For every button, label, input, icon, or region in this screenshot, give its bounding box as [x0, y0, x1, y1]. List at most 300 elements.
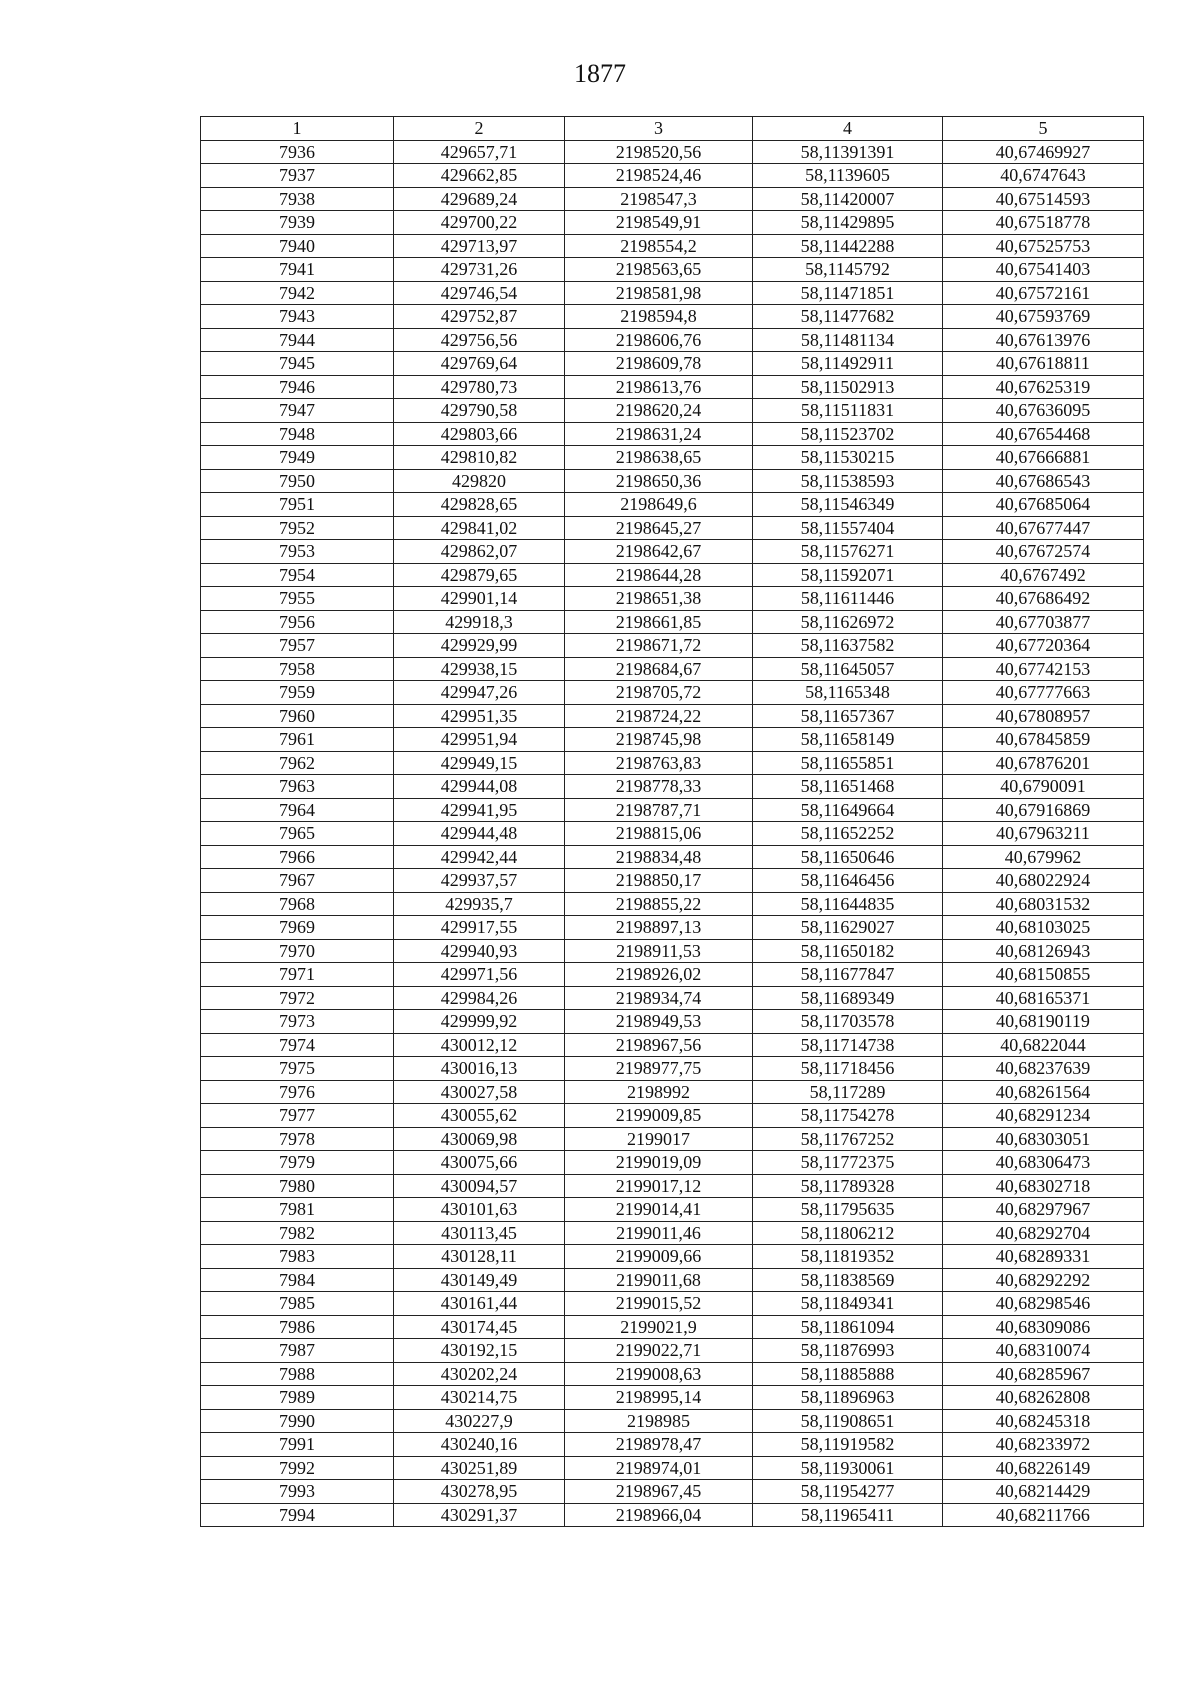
table-row [201, 1503, 1144, 1527]
point-number-cell: 7971 [201, 963, 394, 987]
y-coordinate-cell: 2199022,71 [565, 1339, 753, 1363]
x-coordinate-cell: 429971,56 [394, 963, 565, 987]
longitude-cell: 40,67593769 [943, 305, 1144, 329]
y-coordinate-cell: 2198549,91 [565, 211, 753, 235]
x-coordinate-cell: 430016,13 [394, 1057, 565, 1081]
point-number-cell: 7983 [201, 1245, 394, 1269]
latitude-cell: 58,11849341 [753, 1292, 943, 1316]
point-number-cell: 7991 [201, 1433, 394, 1457]
table-row [201, 1151, 1144, 1175]
point-number-cell: 7968 [201, 892, 394, 916]
table-row [201, 869, 1144, 893]
point-number-cell: 7960 [201, 704, 394, 728]
table-row [201, 1080, 1144, 1104]
point-number-cell: 7994 [201, 1503, 394, 1527]
table-row [201, 1315, 1144, 1339]
y-coordinate-cell: 2198978,47 [565, 1433, 753, 1457]
latitude-cell: 58,11429895 [753, 211, 943, 235]
y-coordinate-cell: 2198581,98 [565, 281, 753, 305]
point-number-cell: 7972 [201, 986, 394, 1010]
y-coordinate-cell: 2198563,65 [565, 258, 753, 282]
longitude-cell: 40,67618811 [943, 352, 1144, 376]
y-coordinate-cell: 2198966,04 [565, 1503, 753, 1527]
latitude-cell: 58,11481134 [753, 328, 943, 352]
point-number-cell: 7962 [201, 751, 394, 775]
y-coordinate-cell: 2198855,22 [565, 892, 753, 916]
table-row [201, 1033, 1144, 1057]
x-coordinate-cell: 429700,22 [394, 211, 565, 235]
table-row [201, 892, 1144, 916]
table-row [201, 681, 1144, 705]
x-coordinate-cell: 429731,26 [394, 258, 565, 282]
longitude-cell: 40,68302718 [943, 1174, 1144, 1198]
x-coordinate-cell: 429917,55 [394, 916, 565, 940]
table-row [201, 563, 1144, 587]
latitude-cell: 58,11714738 [753, 1033, 943, 1057]
latitude-cell: 58,11789328 [753, 1174, 943, 1198]
longitude-cell: 40,68022924 [943, 869, 1144, 893]
table-row [201, 775, 1144, 799]
x-coordinate-cell: 429828,65 [394, 493, 565, 517]
table-row [201, 258, 1144, 282]
point-number-cell: 7938 [201, 187, 394, 211]
x-coordinate-cell: 430174,45 [394, 1315, 565, 1339]
table-row [201, 211, 1144, 235]
latitude-cell: 58,11442288 [753, 234, 943, 258]
longitude-cell: 40,67916869 [943, 798, 1144, 822]
y-coordinate-cell: 2199009,85 [565, 1104, 753, 1128]
longitude-cell: 40,67613976 [943, 328, 1144, 352]
column-header-5: 5 [943, 117, 1144, 141]
table-row [201, 634, 1144, 658]
table-row [201, 657, 1144, 681]
y-coordinate-cell: 2199017,12 [565, 1174, 753, 1198]
table-row [201, 399, 1144, 423]
latitude-cell: 58,11689349 [753, 986, 943, 1010]
x-coordinate-cell: 430161,44 [394, 1292, 565, 1316]
y-coordinate-cell: 2198661,85 [565, 610, 753, 634]
y-coordinate-cell: 2198787,71 [565, 798, 753, 822]
latitude-cell: 58,11492911 [753, 352, 943, 376]
x-coordinate-cell: 430240,16 [394, 1433, 565, 1457]
longitude-cell: 40,67672574 [943, 540, 1144, 564]
x-coordinate-cell: 429999,92 [394, 1010, 565, 1034]
x-coordinate-cell: 429940,93 [394, 939, 565, 963]
y-coordinate-cell: 2198926,02 [565, 963, 753, 987]
longitude-cell: 40,6822044 [943, 1033, 1144, 1057]
table-row [201, 751, 1144, 775]
point-number-cell: 7984 [201, 1268, 394, 1292]
y-coordinate-cell: 2198850,17 [565, 869, 753, 893]
table-row [201, 610, 1144, 634]
table-row [201, 516, 1144, 540]
latitude-cell: 58,1145792 [753, 258, 943, 282]
longitude-cell: 40,679962 [943, 845, 1144, 869]
point-number-cell: 7979 [201, 1151, 394, 1175]
longitude-cell: 40,67686543 [943, 469, 1144, 493]
latitude-cell: 58,11546349 [753, 493, 943, 517]
longitude-cell: 40,67876201 [943, 751, 1144, 775]
y-coordinate-cell: 2198897,13 [565, 916, 753, 940]
latitude-cell: 58,11954277 [753, 1480, 943, 1504]
latitude-cell: 58,11965411 [753, 1503, 943, 1527]
y-coordinate-cell: 2198650,36 [565, 469, 753, 493]
table-row [201, 446, 1144, 470]
point-number-cell: 7959 [201, 681, 394, 705]
x-coordinate-cell: 430227,9 [394, 1409, 565, 1433]
point-number-cell: 7963 [201, 775, 394, 799]
table-row [201, 469, 1144, 493]
latitude-cell: 58,11896963 [753, 1386, 943, 1410]
x-coordinate-cell: 429780,73 [394, 375, 565, 399]
longitude-cell: 40,68190119 [943, 1010, 1144, 1034]
point-number-cell: 7990 [201, 1409, 394, 1433]
x-coordinate-cell: 429862,07 [394, 540, 565, 564]
table-body [201, 140, 1144, 1527]
x-coordinate-cell: 430202,24 [394, 1362, 565, 1386]
table-row [201, 939, 1144, 963]
x-coordinate-cell: 429984,26 [394, 986, 565, 1010]
x-coordinate-cell: 429752,87 [394, 305, 565, 329]
point-number-cell: 7943 [201, 305, 394, 329]
longitude-cell: 40,68226149 [943, 1456, 1144, 1480]
latitude-cell: 58,11391391 [753, 140, 943, 164]
x-coordinate-cell: 430012,12 [394, 1033, 565, 1057]
y-coordinate-cell: 2198547,3 [565, 187, 753, 211]
y-coordinate-cell: 2199019,09 [565, 1151, 753, 1175]
longitude-cell: 40,68103025 [943, 916, 1144, 940]
x-coordinate-cell: 430214,75 [394, 1386, 565, 1410]
latitude-cell: 58,11511831 [753, 399, 943, 423]
y-coordinate-cell: 2198671,72 [565, 634, 753, 658]
latitude-cell: 58,11876993 [753, 1339, 943, 1363]
y-coordinate-cell: 2198594,8 [565, 305, 753, 329]
longitude-cell: 40,67720364 [943, 634, 1144, 658]
longitude-cell: 40,67625319 [943, 375, 1144, 399]
x-coordinate-cell: 430055,62 [394, 1104, 565, 1128]
point-number-cell: 7966 [201, 845, 394, 869]
y-coordinate-cell: 2199015,52 [565, 1292, 753, 1316]
table-row [201, 1104, 1144, 1128]
latitude-cell: 58,11657367 [753, 704, 943, 728]
table-row [201, 1245, 1144, 1269]
y-coordinate-cell: 2198967,56 [565, 1033, 753, 1057]
longitude-cell: 40,67845859 [943, 728, 1144, 752]
latitude-cell: 58,11718456 [753, 1057, 943, 1081]
longitude-cell: 40,67514593 [943, 187, 1144, 211]
longitude-cell: 40,6790091 [943, 775, 1144, 799]
longitude-cell: 40,67686492 [943, 587, 1144, 611]
table-row [201, 1221, 1144, 1245]
point-number-cell: 7961 [201, 728, 394, 752]
table-row [201, 422, 1144, 446]
table-row [201, 305, 1144, 329]
x-coordinate-cell: 429951,94 [394, 728, 565, 752]
point-number-cell: 7985 [201, 1292, 394, 1316]
latitude-cell: 58,11644835 [753, 892, 943, 916]
point-number-cell: 7940 [201, 234, 394, 258]
y-coordinate-cell: 2198631,24 [565, 422, 753, 446]
x-coordinate-cell: 429689,24 [394, 187, 565, 211]
latitude-cell: 58,11677847 [753, 963, 943, 987]
x-coordinate-cell: 430149,49 [394, 1268, 565, 1292]
longitude-cell: 40,67963211 [943, 822, 1144, 846]
latitude-cell: 58,11530215 [753, 446, 943, 470]
column-header-3: 3 [565, 117, 753, 141]
latitude-cell: 58,11477682 [753, 305, 943, 329]
latitude-cell: 58,11637582 [753, 634, 943, 658]
y-coordinate-cell: 2198524,46 [565, 164, 753, 188]
y-coordinate-cell: 2198651,38 [565, 587, 753, 611]
x-coordinate-cell: 429810,82 [394, 446, 565, 470]
point-number-cell: 7986 [201, 1315, 394, 1339]
latitude-cell: 58,1165348 [753, 681, 943, 705]
latitude-cell: 58,11908651 [753, 1409, 943, 1433]
point-number-cell: 7954 [201, 563, 394, 587]
table-row [201, 822, 1144, 846]
table-row [201, 1010, 1144, 1034]
y-coordinate-cell: 2198642,67 [565, 540, 753, 564]
table-row [201, 986, 1144, 1010]
table-row [201, 963, 1144, 987]
longitude-cell: 40,67703877 [943, 610, 1144, 634]
x-coordinate-cell: 430192,15 [394, 1339, 565, 1363]
y-coordinate-cell: 2198609,78 [565, 352, 753, 376]
point-number-cell: 7973 [201, 1010, 394, 1034]
point-number-cell: 7982 [201, 1221, 394, 1245]
x-coordinate-cell: 430101,63 [394, 1198, 565, 1222]
longitude-cell: 40,68245318 [943, 1409, 1144, 1433]
table-row [201, 1409, 1144, 1433]
table-row [201, 1480, 1144, 1504]
x-coordinate-cell: 430027,58 [394, 1080, 565, 1104]
table-row [201, 375, 1144, 399]
longitude-cell: 40,68303051 [943, 1127, 1144, 1151]
y-coordinate-cell: 2198745,98 [565, 728, 753, 752]
table-row [201, 1456, 1144, 1480]
y-coordinate-cell: 2198974,01 [565, 1456, 753, 1480]
latitude-cell: 58,11767252 [753, 1127, 943, 1151]
latitude-cell: 58,11930061 [753, 1456, 943, 1480]
point-number-cell: 7981 [201, 1198, 394, 1222]
y-coordinate-cell: 2198554,2 [565, 234, 753, 258]
table-header [201, 117, 1144, 141]
x-coordinate-cell: 429937,57 [394, 869, 565, 893]
point-number-cell: 7976 [201, 1080, 394, 1104]
longitude-cell: 40,67808957 [943, 704, 1144, 728]
latitude-cell: 58,11795635 [753, 1198, 943, 1222]
longitude-cell: 40,67777663 [943, 681, 1144, 705]
point-number-cell: 7937 [201, 164, 394, 188]
point-number-cell: 7988 [201, 1362, 394, 1386]
point-number-cell: 7953 [201, 540, 394, 564]
y-coordinate-cell: 2198834,48 [565, 845, 753, 869]
latitude-cell: 58,11538593 [753, 469, 943, 493]
point-number-cell: 7941 [201, 258, 394, 282]
table-row [201, 187, 1144, 211]
y-coordinate-cell: 2198934,74 [565, 986, 753, 1010]
table-row [201, 1386, 1144, 1410]
x-coordinate-cell: 430291,37 [394, 1503, 565, 1527]
header-row [201, 117, 1144, 141]
column-header-4: 4 [753, 117, 943, 141]
latitude-cell: 58,117289 [753, 1080, 943, 1104]
table-row [201, 1292, 1144, 1316]
point-number-cell: 7970 [201, 939, 394, 963]
table-row [201, 704, 1144, 728]
longitude-cell: 40,68126943 [943, 939, 1144, 963]
y-coordinate-cell: 2198606,76 [565, 328, 753, 352]
table-row [201, 1339, 1144, 1363]
table-row [201, 1174, 1144, 1198]
y-coordinate-cell: 2198967,45 [565, 1480, 753, 1504]
x-coordinate-cell: 429790,58 [394, 399, 565, 423]
y-coordinate-cell: 2199021,9 [565, 1315, 753, 1339]
latitude-cell: 58,11502913 [753, 375, 943, 399]
y-coordinate-cell: 2199011,46 [565, 1221, 753, 1245]
point-number-cell: 7945 [201, 352, 394, 376]
y-coordinate-cell: 2198620,24 [565, 399, 753, 423]
latitude-cell: 58,11655851 [753, 751, 943, 775]
point-number-cell: 7958 [201, 657, 394, 681]
column-header-1: 1 [201, 117, 394, 141]
x-coordinate-cell: 429803,66 [394, 422, 565, 446]
x-coordinate-cell: 429944,48 [394, 822, 565, 846]
y-coordinate-cell: 2198995,14 [565, 1386, 753, 1410]
longitude-cell: 40,68292704 [943, 1221, 1144, 1245]
x-coordinate-cell: 429657,71 [394, 140, 565, 164]
point-number-cell: 7939 [201, 211, 394, 235]
table-row [201, 164, 1144, 188]
y-coordinate-cell: 2199008,63 [565, 1362, 753, 1386]
table-row [201, 1362, 1144, 1386]
x-coordinate-cell: 429756,56 [394, 328, 565, 352]
y-coordinate-cell: 2199014,41 [565, 1198, 753, 1222]
latitude-cell: 58,11772375 [753, 1151, 943, 1175]
latitude-cell: 58,11649664 [753, 798, 943, 822]
x-coordinate-cell: 429938,15 [394, 657, 565, 681]
y-coordinate-cell: 2198778,33 [565, 775, 753, 799]
y-coordinate-cell: 2198520,56 [565, 140, 753, 164]
longitude-cell: 40,68292292 [943, 1268, 1144, 1292]
latitude-cell: 58,11819352 [753, 1245, 943, 1269]
longitude-cell: 40,68298546 [943, 1292, 1144, 1316]
y-coordinate-cell: 2198992 [565, 1080, 753, 1104]
latitude-cell: 58,11592071 [753, 563, 943, 587]
longitude-cell: 40,68310074 [943, 1339, 1144, 1363]
point-number-cell: 7949 [201, 446, 394, 470]
x-coordinate-cell: 429662,85 [394, 164, 565, 188]
y-coordinate-cell: 2198911,53 [565, 939, 753, 963]
point-number-cell: 7992 [201, 1456, 394, 1480]
table-row [201, 1433, 1144, 1457]
table-row [201, 1127, 1144, 1151]
x-coordinate-cell: 430251,89 [394, 1456, 565, 1480]
longitude-cell: 40,68262808 [943, 1386, 1144, 1410]
longitude-cell: 40,67469927 [943, 140, 1144, 164]
latitude-cell: 58,11861094 [753, 1315, 943, 1339]
y-coordinate-cell: 2198705,72 [565, 681, 753, 705]
longitude-cell: 40,68285967 [943, 1362, 1144, 1386]
point-number-cell: 7964 [201, 798, 394, 822]
longitude-cell: 40,68214429 [943, 1480, 1144, 1504]
latitude-cell: 58,11651468 [753, 775, 943, 799]
latitude-cell: 58,11754278 [753, 1104, 943, 1128]
point-number-cell: 7980 [201, 1174, 394, 1198]
longitude-cell: 40,67572161 [943, 281, 1144, 305]
point-number-cell: 7948 [201, 422, 394, 446]
point-number-cell: 7952 [201, 516, 394, 540]
y-coordinate-cell: 2198985 [565, 1409, 753, 1433]
latitude-cell: 58,11838569 [753, 1268, 943, 1292]
longitude-cell: 40,68297967 [943, 1198, 1144, 1222]
x-coordinate-cell: 429713,97 [394, 234, 565, 258]
point-number-cell: 7956 [201, 610, 394, 634]
latitude-cell: 58,11650182 [753, 939, 943, 963]
latitude-cell: 58,11652252 [753, 822, 943, 846]
longitude-cell: 40,68261564 [943, 1080, 1144, 1104]
point-number-cell: 7957 [201, 634, 394, 658]
longitude-cell: 40,6767492 [943, 563, 1144, 587]
y-coordinate-cell: 2198724,22 [565, 704, 753, 728]
latitude-cell: 58,11471851 [753, 281, 943, 305]
y-coordinate-cell: 2198815,06 [565, 822, 753, 846]
point-number-cell: 7967 [201, 869, 394, 893]
y-coordinate-cell: 2198613,76 [565, 375, 753, 399]
point-number-cell: 7946 [201, 375, 394, 399]
x-coordinate-cell: 429944,08 [394, 775, 565, 799]
x-coordinate-cell: 429929,99 [394, 634, 565, 658]
point-number-cell: 7977 [201, 1104, 394, 1128]
point-number-cell: 7974 [201, 1033, 394, 1057]
point-number-cell: 7936 [201, 140, 394, 164]
latitude-cell: 58,11885888 [753, 1362, 943, 1386]
table-row [201, 916, 1144, 940]
latitude-cell: 58,11645057 [753, 657, 943, 681]
point-number-cell: 7950 [201, 469, 394, 493]
x-coordinate-cell: 429879,65 [394, 563, 565, 587]
point-number-cell: 7942 [201, 281, 394, 305]
longitude-cell: 40,67541403 [943, 258, 1144, 282]
table-row [201, 140, 1144, 164]
point-number-cell: 7993 [201, 1480, 394, 1504]
latitude-cell: 58,11703578 [753, 1010, 943, 1034]
point-number-cell: 7989 [201, 1386, 394, 1410]
x-coordinate-cell: 429947,26 [394, 681, 565, 705]
latitude-cell: 58,11626972 [753, 610, 943, 634]
y-coordinate-cell: 2198645,27 [565, 516, 753, 540]
table-row [201, 798, 1144, 822]
longitude-cell: 40,67742153 [943, 657, 1144, 681]
longitude-cell: 40,67518778 [943, 211, 1144, 235]
table-row [201, 728, 1144, 752]
point-number-cell: 7965 [201, 822, 394, 846]
longitude-cell: 40,68211766 [943, 1503, 1144, 1527]
table-row [201, 845, 1144, 869]
y-coordinate-cell: 2198763,83 [565, 751, 753, 775]
table-row [201, 540, 1144, 564]
y-coordinate-cell: 2199011,68 [565, 1268, 753, 1292]
table-row [201, 1268, 1144, 1292]
latitude-cell: 58,11629027 [753, 916, 943, 940]
latitude-cell: 58,1139605 [753, 164, 943, 188]
latitude-cell: 58,11658149 [753, 728, 943, 752]
x-coordinate-cell: 429820 [394, 469, 565, 493]
x-coordinate-cell: 429951,35 [394, 704, 565, 728]
x-coordinate-cell: 429901,14 [394, 587, 565, 611]
y-coordinate-cell: 2198977,75 [565, 1057, 753, 1081]
column-header-2: 2 [394, 117, 565, 141]
